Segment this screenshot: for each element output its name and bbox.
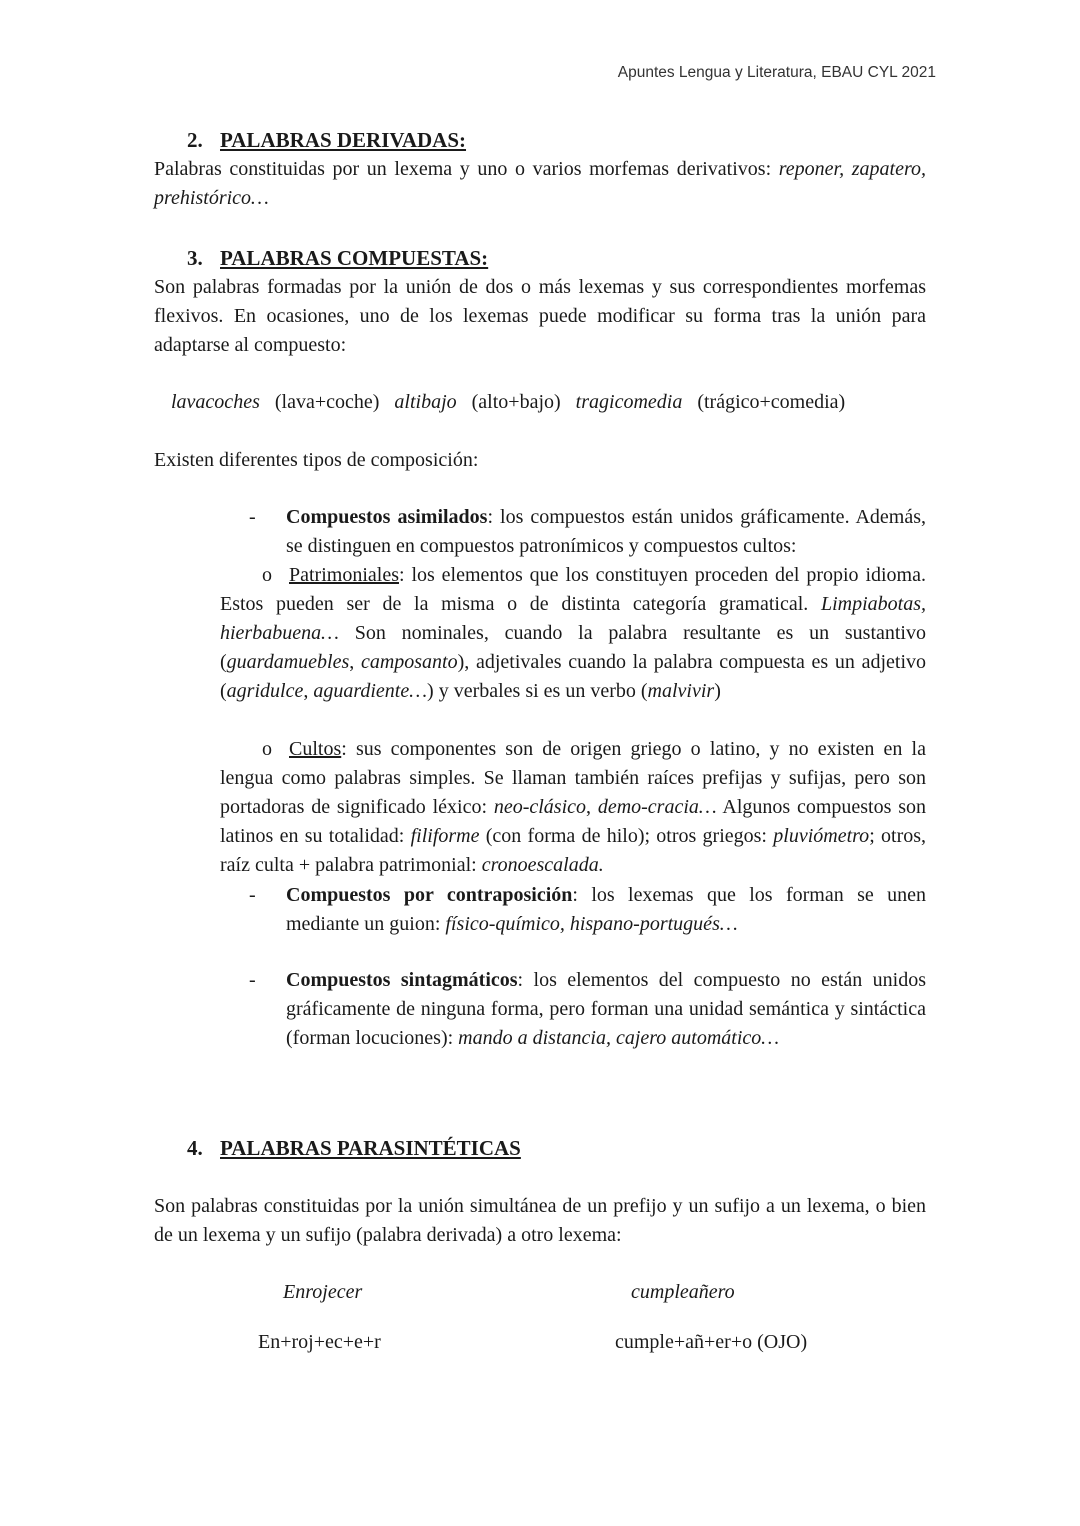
type-label: Compuestos por contraposición xyxy=(286,884,573,906)
type-label: Compuestos asimilados xyxy=(286,506,488,528)
subtype-text: Algunos compuestos son latinos en su totalidad: xyxy=(220,796,926,847)
types-intro: Existen diferentes tipos de composición: xyxy=(154,449,479,471)
section-number: 4. xyxy=(187,1136,203,1160)
type-label: Compuestos sintagmáticos xyxy=(286,969,518,991)
subtype-text: ) xyxy=(714,680,721,702)
subtype-text: , xyxy=(303,680,314,702)
subtype-text: , xyxy=(349,651,361,673)
dash-bullet: - xyxy=(249,506,256,528)
example-text: filiforme xyxy=(410,825,480,847)
circle-bullet: o xyxy=(262,738,272,760)
section-title: PALABRAS DERIVADAS: xyxy=(220,128,467,152)
circle-bullet: o xyxy=(262,564,272,586)
subtype-text: ) y verbales si es un verbo ( xyxy=(427,680,648,702)
example-parts: (alto+bajo) xyxy=(471,391,561,413)
type-contraposicion xyxy=(249,881,926,939)
subtype-text: ), adjetivales cuando la palabra compuesta es un adjetivo ( xyxy=(220,651,927,702)
section-3-heading xyxy=(187,244,488,273)
section-4-heading xyxy=(187,1134,521,1163)
section-title: PALABRAS PARASINTÉTICAS xyxy=(220,1136,521,1160)
example-text: malvivir xyxy=(647,680,715,702)
section-4-body xyxy=(154,1192,926,1250)
example-text: demo-cracia… xyxy=(597,796,717,818)
subtype-label: Cultos xyxy=(289,738,342,760)
subtype-cultos xyxy=(220,735,926,880)
example-text: pluviómetro xyxy=(773,825,870,847)
subtype-text: , xyxy=(586,796,598,818)
example-word: cumpleañero xyxy=(631,1281,735,1303)
example-text: agridulce xyxy=(226,680,304,702)
parasynthetic-example-2-parts: cumple+añ+er+o (OJO) xyxy=(615,1331,808,1353)
example-word: lavacoches xyxy=(171,391,260,413)
example-parts: (lava+coche) xyxy=(274,391,380,413)
example-text: neo-clásico xyxy=(493,796,586,818)
body-text: Son palabras formadas por la unión de dos o más lexemas y sus correspondientes morfemas flexivos. En ocasiones, uno de los lexemas puede modificar su forma tras la unión para adaptarse al compuesto: xyxy=(154,276,926,356)
compound-examples xyxy=(171,388,845,417)
subtype-text: : sus componentes son de origen griego o latino, y no existen en la lengua como palabras simples. Se llaman también raíces prefijas y sufijas, pero son portadoras de significado léxico: xyxy=(220,738,926,818)
subtype-patrimoniales xyxy=(220,561,926,706)
example-word: Enrojecer xyxy=(283,1281,363,1303)
page-header: Apuntes Lengua y Literatura, EBAU CYL 2021 xyxy=(617,64,936,81)
type-text: : los compuestos están unidos gráficamente. Además, se distinguen en compuestos patronímicos y compuestos cultos: xyxy=(286,506,926,557)
body-text: Son palabras constituidas por la unión simultánea de un prefijo y un sufijo a un lexema, o bien de un lexema y un sufijo (palabra derivada) a otro lexema: xyxy=(154,1195,926,1246)
subtype-text: ; otros, raíz culta + palabra patrimonial: xyxy=(220,825,927,876)
example-text: guardamuebles xyxy=(226,651,350,673)
type-text: : los lexemas que los forman se unen mediante un guion: xyxy=(286,884,926,935)
example-word: tragicomedia xyxy=(575,391,683,413)
example-text: cronoescalada. xyxy=(481,854,604,876)
example-text: mando a distancia, cajero automático… xyxy=(458,1027,780,1049)
parasynthetic-example-1-word xyxy=(283,1278,362,1307)
parasynthetic-example-2-word xyxy=(631,1278,735,1307)
example-text: físico-químico, hispano-portugués… xyxy=(445,913,738,935)
type-text: : los elementos del compuesto no están unidos gráficamente de ninguna forma, pero forman una unidad semántica y sintáctica (forman locuciones): xyxy=(286,969,926,1049)
section-title: PALABRAS COMPUESTAS: xyxy=(220,246,489,270)
type-sintagmaticos xyxy=(249,966,926,1053)
example-parts: (trágico+comedia) xyxy=(697,391,846,413)
subtype-text: (con forma de hilo); otros griegos: xyxy=(479,825,774,847)
type-asimilados xyxy=(249,503,926,561)
section-number: 2. xyxy=(187,128,203,152)
dash-bullet: - xyxy=(249,884,256,906)
dash-bullet: - xyxy=(249,969,256,991)
example-word: altibajo xyxy=(394,391,457,413)
section-3-body xyxy=(154,273,926,360)
subtype-text: Son nominales, cuando la palabra resultante es un sustantivo ( xyxy=(220,622,926,673)
section-2-body xyxy=(154,155,926,213)
section-2-heading xyxy=(187,126,466,155)
example-text: aguardiente… xyxy=(313,680,428,702)
subtype-text: : los elementos que los constituyen proceden del propio idioma. Estos pueden ser de la misma o de distinta categoría gramatical. xyxy=(220,564,926,615)
example-text: camposanto xyxy=(360,651,458,673)
subtype-label: Patrimoniales xyxy=(289,564,399,586)
examples-text: reponer, zapatero, prehistórico… xyxy=(154,158,927,209)
parasynthetic-example-1-parts: En+roj+ec+e+r xyxy=(258,1331,381,1353)
body-text: Palabras constituidas por un lexema y uno o varios morfemas derivativos: xyxy=(154,158,779,180)
section-number: 3. xyxy=(187,246,203,270)
example-text: Limpiabotas, hierbabuena… xyxy=(220,593,926,644)
